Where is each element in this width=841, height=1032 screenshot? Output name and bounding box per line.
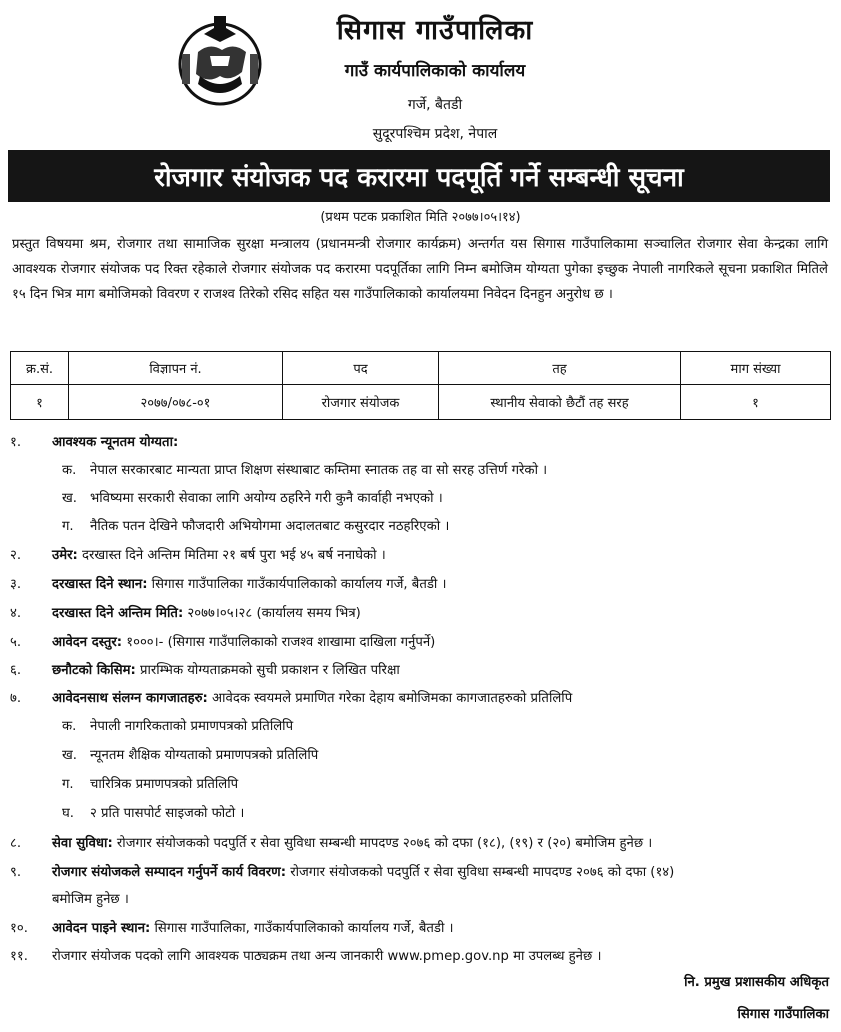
sub-item-letter: घ.: [62, 806, 74, 821]
item-text: सिगास गाउँपालिका, गाउँकार्यपालिकाको कार्यालय गर्जे, बैतडी ।: [150, 921, 454, 936]
item-number: ४.: [10, 606, 22, 621]
sub-item-letter: ग.: [62, 519, 74, 534]
item-label: छनौटको किसिम:: [52, 663, 136, 678]
item-number: ३.: [10, 577, 22, 592]
table-cell: २०७७/०७८-०१: [69, 385, 283, 420]
table-header: विज्ञापन नं.: [69, 352, 283, 385]
table-cell: स्थानीय सेवाको छैटौं तह सरह: [439, 385, 681, 420]
sub-item-text: नेपाल सरकारबाट मान्यता प्राप्त शिक्षण संस्थाबाट कम्तिमा स्नातक तह वा सो सरह उत्तिर्ण गरेको ।: [90, 463, 548, 478]
item-label: आवेदनसाथ संलग्न कागजातहरु:: [52, 691, 208, 706]
table-cell: १: [681, 385, 831, 420]
sub-item-text: २ प्रति पासपोर्ट साइजको फोटो ।: [90, 806, 245, 821]
item-label: दरखास्त दिने अन्तिम मिति:: [52, 606, 184, 621]
table-header: पद: [283, 352, 439, 385]
item-text: २०७७।०५।२८ (कार्यालय समय भित्र): [183, 606, 361, 621]
vacancy-table: [10, 351, 831, 420]
table-header: माग संख्या: [681, 352, 831, 385]
item-number: १०.: [10, 921, 28, 936]
table-row: [11, 385, 831, 420]
office-address: गर्जे, बैतडी: [407, 97, 463, 113]
item-number: ८.: [10, 836, 22, 851]
item-label: सेवा सुविधा:: [52, 836, 113, 851]
item-number: ९.: [10, 865, 22, 880]
table-cell: १: [11, 385, 69, 420]
sub-item-text: चारित्रिक प्रमाणपत्रको प्रतिलिपि: [90, 777, 239, 792]
item-text: सिगास गाउँपालिका गाउँकार्यपालिकाको कार्यालय गर्जे, बैतडी ।: [147, 577, 447, 592]
table-header-row: [11, 352, 831, 385]
item-text: आवेदक स्वयमले प्रमाणित गरेका देहाय बमोजिमका कागजातहरुको प्रतिलिपि: [207, 691, 573, 706]
item-label: उमेर:: [52, 548, 78, 563]
table-header: तह: [439, 352, 681, 385]
province-name: सुदूरपश्चिम प्रदेश, नेपाल: [372, 126, 498, 142]
item-number: ७.: [10, 691, 22, 706]
item-text: बमोजिम हुनेछ ।: [52, 892, 129, 907]
sub-item-letter: ख.: [62, 491, 77, 506]
item-label: आवेदन पाइने स्थान:: [52, 921, 151, 936]
item-number: १.: [10, 435, 22, 450]
item-label: रोजगार संयोजकले सम्पादन गर्नुपर्ने कार्य विवरण:: [52, 865, 286, 880]
item-text: रोजगार संयोजकको पदपुर्ति र सेवा सुविधा सम्बन्धी मापदण्ड २०७६ को दफा (१४): [286, 865, 675, 880]
sub-item-letter: क.: [62, 719, 77, 734]
item-label: आवश्यक न्यूनतम योग्यता:: [52, 435, 179, 450]
item-label: दरखास्त दिने स्थान:: [52, 577, 148, 592]
sub-item-text: नेपाली नागरिकताको प्रमाणपत्रको प्रतिलिपि: [90, 719, 294, 734]
sub-item-letter: क.: [62, 463, 77, 478]
signatory-office: सिगास गाउँपालिका: [737, 1007, 829, 1022]
item-text: रोजगार संयोजक पदको लागि आवश्यक पाठ्यक्रम तथा अन्य जानकारी www.pmep.gov.np मा उपलब्ध हुनेछ ।: [52, 949, 602, 964]
signatory-title: नि. प्रमुख प्रशासकीय अधिकृत: [684, 975, 829, 990]
municipality-title: सिगास गाउँपालिका: [336, 15, 534, 46]
sub-item-text: नैतिक पतन देखिने फौजदारी अभियोगमा अदालतबाट कसुरदार नठहरिएको ।: [90, 519, 450, 534]
sub-item-text: भविष्यमा सरकारी सेवाका लागि अयोग्य ठहरिने गरी कुनै कार्वाही नभएको ।: [90, 491, 443, 506]
item-text: प्रारम्भिक योग्यताक्रमको सुची प्रकाशन र लिखित परिक्षा: [135, 663, 400, 678]
table-cell: रोजगार संयोजक: [283, 385, 439, 420]
sub-item-letter: ग.: [62, 777, 74, 792]
table-header: क्र.सं.: [11, 352, 69, 385]
sub-item-text: न्यूनतम शैक्षिक योग्यताको प्रमाणपत्रको प्रतिलिपि: [90, 748, 319, 763]
item-text: रोजगार संयोजकको पदपुर्ति र सेवा सुविधा सम्बन्धी मापदण्ड २०७६ को दफा (१८), (१९) र (२०) बमोजिम हुनेछ ।: [112, 836, 653, 851]
item-text: दरखास्त दिने अन्तिम मितिमा २१ बर्ष पुरा भई ४५ बर्ष ननाघेको ।: [77, 548, 386, 563]
published-date: (प्रथम पटक प्रकाशित मिति २०७७।०५।१४): [320, 210, 521, 225]
sub-item-letter: ख.: [62, 748, 77, 763]
item-number: २.: [10, 548, 22, 563]
item-number: ११.: [10, 949, 28, 964]
notice-banner: रोजगार संयोजक पद करारमा पदपूर्ति गर्ने सम्बन्धी सूचना: [8, 150, 830, 202]
item-text: १०००।- (सिगास गाउँपालिकाको राजश्व शाखामा दाखिला गर्नुपर्ने): [122, 635, 436, 650]
nepal-emblem-icon: [170, 12, 270, 108]
intro-paragraph: प्रस्तुत विषयमा श्रम, रोजगार तथा सामाजिक सुरक्षा मन्त्रालय (प्रधानमन्त्री रोजगार कार्यक्रम) अन्तर्गत यस सिगास गाउँपालिकामा सञ्चालित रोजगार सेवा केन्द्रका लागि आवश्यक रोजगार संयोजक पद रिक्त रहेकाले रोजगार संयोजक पद करारमा पदपूर्तिका लागि निम्न बमोजिम योग्यता पुगेका इच्छुक नेपाली नागरिकले सूचना प्रकाशित मितिले १५ दिन भित्र माग बमोजिमको विवरण र राजश्व तिरेको रसिद सहित यस गाउँपालिकाको कार्यालयमा निवेदन दिनहुन अनुरोध छ ।: [12, 237, 828, 302]
item-number: ६.: [10, 663, 22, 678]
item-number: ५.: [10, 635, 22, 650]
office-subtitle: गाउँ कार्यपालिकाको कार्यालय: [344, 61, 526, 81]
item-label: आवेदन दस्तुर:: [52, 635, 123, 650]
